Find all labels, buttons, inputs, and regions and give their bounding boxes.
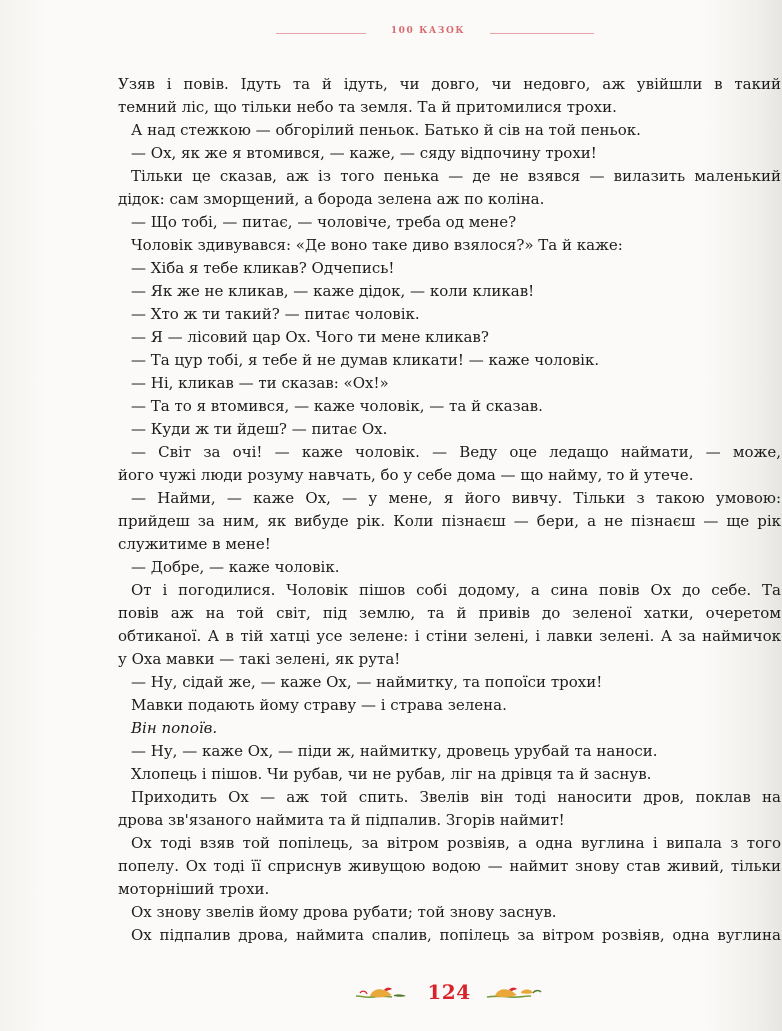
text-line: Мавки подають йому страву — і страва зелена. (131, 696, 507, 714)
running-header (0, 26, 782, 40)
text-line: А над стежкою — обгорілий пеньок. Батько й сів на той пеньок. (131, 121, 641, 139)
text-line: прийдеш за ним, як вибуде рік. Коли пізнаєш — бери, а не пізнаєш — ще рік (118, 512, 781, 530)
text-line: служитиме в мене! (118, 535, 271, 553)
text-line: Він попоїв. (131, 719, 218, 737)
text-line: моторніший трохи. (118, 880, 270, 898)
running-header-title: 100 КАЗОК (390, 26, 466, 36)
text-line: — Я — лісовий цар Ох. Чого ти мене кликав? (131, 328, 489, 346)
text-line: — Як же не кликав, — каже дідок, — коли кликав! (131, 282, 535, 300)
header-rule-right (490, 33, 594, 34)
text-line: дрова зв'язаного наймита та й підпалив. Згорів наймит! (118, 811, 565, 829)
text-line: — Світ за очі! — каже чоловік. — Веду оце ледащо наймати, — може, (131, 443, 781, 461)
text-line: дідок: сам зморщений, а борода зелена аж по коліна. (118, 190, 545, 208)
page-number: 124 (427, 980, 471, 1004)
text-line: — Ну, сідай же, — каже Ох, — наймитку, та попоїси трохи! (131, 673, 603, 691)
text-line: От і погодилися. Чоловік пішов собі додому, а сина повів Ох до себе. Та (131, 581, 781, 599)
text-line: — Та то я втомився, — каже чоловік, — та й сказав. (131, 397, 543, 415)
text-line: його чужі люди розуму навчать, бо у себе дома — що найму, то й утече. (118, 466, 694, 484)
text-line: Чоловік здивувався: «Де воно таке диво взялося?» Та й каже: (131, 236, 623, 254)
text-line: — Та цур тобі, я тебе й не думав кликати! — каже чоловік. (131, 351, 600, 369)
text-line: попелу. Ох тоді її сприснув живущою водою — наймит знову став живий, тільки (118, 857, 781, 875)
text-line: Хлопець і пішов. Чи рубав, чи не рубав, ліг на дрівця та й заснув. (131, 765, 652, 783)
text-line: Тільки це сказав, аж із того пенька — де не взявся — вилазить маленький (131, 167, 781, 185)
text-line: у Оха мавки — такі зелені, як рута! (118, 650, 401, 668)
bird-ornament-right-icon (485, 984, 545, 1002)
text-line: Узяв і повів. Ідуть та й ідуть, чи довго, чи недовго, аж увійшли в такий (118, 75, 781, 93)
text-line: темний ліс, що тільки небо та земля. Та й притомилися трохи. (118, 98, 617, 116)
text-line: повів аж на той світ, під землю, та й привів до зеленої хатки, очеретом (118, 604, 781, 622)
text-line: Ох знову звелів йому дрова рубати; той знову заснув. (131, 903, 557, 921)
text-line: — Ну, — каже Ох, — піди ж, наймитку, дровець урубай та наноси. (131, 742, 658, 760)
text-line: — Що тобі, — питає, — чоловіче, треба од мене? (131, 213, 517, 231)
page-footer (0, 978, 782, 1006)
text-line: — Хто ж ти такий? — питає чоловік. (131, 305, 420, 323)
text-line: Ох тоді взяв той попілець, за вітром розвіяв, а одна вуглина і випала з того (131, 834, 781, 852)
text-line: — Ні, кликав — ти сказав: «Ох!» (131, 374, 389, 392)
bird-ornament-left-icon (354, 984, 414, 1002)
header-rule-left (276, 33, 366, 34)
text-line: — Ох, як же я втомився, — каже, — сяду відпочину трохи! (131, 144, 597, 162)
text-line: — Добре, — каже чоловік. (131, 558, 340, 576)
story-text (118, 73, 781, 947)
text-line: Приходить Ох — аж той спить. Звелів він тоді наносити дров, поклав на (131, 788, 781, 806)
text-line: обтиканої. А в тій хатці усе зелене: і стіни зелені, і лавки зелені. А за наймичок (118, 627, 781, 645)
text-line: — Найми, — каже Ох, — у мене, я його вивчу. Тільки з такою умовою: (131, 489, 781, 507)
text-line: — Хіба я тебе кликав? Одчепись! (131, 259, 395, 277)
text-line: Ох підпалив дрова, наймита спалив, попілець за вітром розвіяв, одна вуглина (131, 926, 781, 944)
text-line: — Куди ж ти йдеш? — питає Ох. (131, 420, 388, 438)
